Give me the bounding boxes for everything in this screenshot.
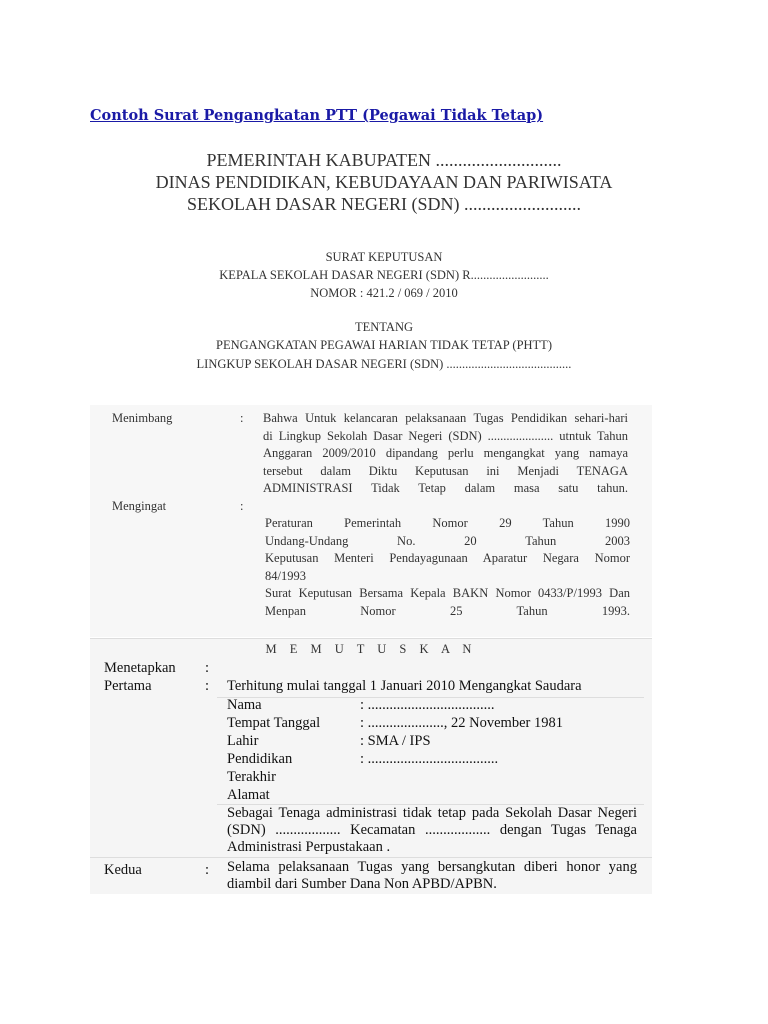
mengingat-label: Mengingat bbox=[112, 499, 167, 513]
closing-line: Administrasi Perpustakaan . bbox=[227, 839, 391, 855]
about-line-2: LINGKUP SEKOLAH DASAR NEGERI (SDN) ........................................ bbox=[196, 357, 572, 371]
field-ttl-label: Tempat Tanggal bbox=[227, 715, 321, 731]
mengingat-item: Peraturan Pemerintah Nomor 29 Tahun 1990 bbox=[265, 516, 630, 530]
menimbang-label: Menimbang bbox=[112, 411, 173, 425]
menimbang-line: Bahwa Untuk kelancaran pelaksanaan Tugas Pendidikan sehari-hari bbox=[263, 411, 628, 425]
decree-number: NOMOR : 421.2 / 069 / 2010 bbox=[310, 286, 458, 300]
pertama-colon: : bbox=[205, 678, 210, 694]
decree-title: SURAT KEPUTUSAN bbox=[325, 250, 443, 264]
menimbang-line: tersebut dalam Diktu Keputusan ini Menjadi TENAGA bbox=[263, 463, 628, 478]
mengingat-item: Undang-Undang No. 20 Tahun 2003 bbox=[265, 533, 630, 548]
pertama-closing bbox=[227, 805, 637, 856]
menimbang-line: Anggaran 2009/2010 dipandang perlu mengangkat yang namaya bbox=[263, 446, 628, 460]
mengingat-item: Keputusan Menteri Pendayagunaan Aparatur Negara Nomor bbox=[265, 551, 630, 565]
closing-line: (SDN) .................. Kecamatan .................. dengan Tugas Tenaga bbox=[227, 822, 637, 838]
field-education-value: : SMA / IPS bbox=[360, 733, 431, 749]
decree-issuer: KEPALA SEKOLAH DASAR NEGERI (SDN) R......................... bbox=[219, 268, 549, 282]
menimbang-colon: : bbox=[240, 411, 244, 425]
mengingat-item: Surat Keputusan Bersama Kepala BAKN Nomor 0433/P/1993 Dan bbox=[265, 586, 630, 600]
kedua-line: Selama pelaksanaan Tugas yang bersangkutan diberi honor yang bbox=[227, 859, 637, 875]
about-label: TENTANG bbox=[354, 320, 413, 334]
mengingat-item: Menpan Nomor 25 Tahun 1993. bbox=[265, 603, 630, 618]
menimbang-line: di Lingkup Sekolah Dasar Negeri (SDN) ..................... utntuk Tahun bbox=[263, 428, 628, 443]
pertama-text: Terhitung mulai tanggal 1 Januari 2010 Mengangkat Saudara bbox=[227, 678, 582, 694]
kedua-colon: : bbox=[205, 862, 210, 878]
kedua-label: Kedua bbox=[104, 862, 142, 878]
mengingat-list bbox=[265, 515, 630, 620]
field-pendidikan-label: Pendidikan bbox=[227, 751, 293, 767]
field-alamat-label: Alamat bbox=[227, 787, 270, 803]
about-line-1: PENGANGKATAN PEGAWAI HARIAN TIDAK TETAP (PHTT) bbox=[216, 338, 552, 352]
header-department: DINAS PENDIDIKAN, KEBUDAYAAN DAN PARIWISATA bbox=[155, 172, 613, 192]
field-nama-label: Nama bbox=[227, 697, 262, 713]
pertama-label: Pertama bbox=[104, 678, 152, 694]
field-ttl-value: : ....................., 22 November 1981 bbox=[360, 715, 563, 731]
field-ttl-label-2: Lahir bbox=[227, 733, 259, 749]
menimbang-line: ADMINISTRASI Tidak Tetap dalam masa satu tahun. bbox=[263, 481, 628, 495]
menetapkan-colon: : bbox=[205, 660, 210, 676]
field-pendidikan-value: : .................................... bbox=[360, 751, 499, 767]
mengingat-item: 84/1993 bbox=[265, 568, 306, 583]
menimbang-text bbox=[263, 410, 628, 498]
header-government: PEMERINTAH KABUPATEN ............................ bbox=[206, 150, 562, 170]
title-link[interactable]: Contoh Surat Pengangkatan PTT (Pegawai Tidak Tetap) bbox=[90, 107, 544, 124]
row-divider bbox=[90, 857, 652, 858]
closing-line: Sebagai Tenaga administrasi tidak tetap pada Sekolah Dasar Negeri bbox=[227, 805, 637, 821]
field-nama-value: : ................................... bbox=[360, 697, 495, 713]
kedua-line: diambil dari Sumber Dana Non APBD/APBN. bbox=[227, 876, 497, 892]
kedua-text bbox=[227, 859, 637, 893]
menetapkan-label: Menetapkan bbox=[104, 660, 176, 676]
memutuskan-heading: M E M U T U S K A N bbox=[265, 642, 477, 656]
mengingat-colon: : bbox=[240, 499, 244, 513]
field-pendidikan-label-2: Terakhir bbox=[227, 769, 276, 785]
header-school: SEKOLAH DASAR NEGERI (SDN) .......................... bbox=[187, 194, 581, 214]
